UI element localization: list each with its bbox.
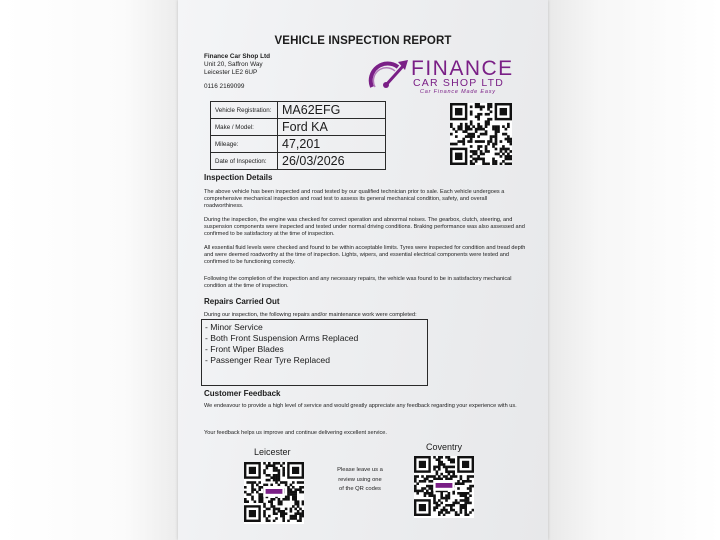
inspection-paragraph: Following the completion of the inspection and any necessary repairs, the vehicle was found to be in satisfactory mechanical condition at the time of inspection. bbox=[204, 276, 512, 289]
company-address-block bbox=[204, 53, 270, 77]
review-instruction-line: of the QR codes bbox=[339, 486, 381, 492]
qr-pattern bbox=[414, 456, 474, 516]
inspection-paragraph: All essential fluid levels were checked and found to be within acceptable limits. Tyres were inspected for condition and tread depth and were deemed roadworthy at the time of inspection. Lights, wipers, and essential electrical components were tested and confirmed to be functioning correctly. bbox=[204, 245, 526, 265]
report-title: VEHICLE INSPECTION REPORT bbox=[274, 35, 452, 47]
inspection-paragraph: The above vehicle has been inspected and road tested by our qualified technician prior to sale. Each vehicle undergoes a comprehensive mechanical inspection and road test to assess its general mechanical condition, safety, and overall roadworthiness. bbox=[204, 189, 505, 209]
vehicle-details-table bbox=[210, 101, 386, 170]
company-phone: 0116 2169099 bbox=[204, 83, 245, 90]
inspection-details-heading: Inspection Details bbox=[204, 173, 273, 182]
list-item: - Minor Service bbox=[205, 322, 263, 332]
list-item: - Front Wiper Blades bbox=[205, 344, 284, 354]
repairs-list-box bbox=[201, 319, 428, 386]
table-row bbox=[211, 102, 386, 119]
vehicle-registration-value: MA62EFG bbox=[278, 102, 386, 119]
leicester-label: Leicester bbox=[254, 447, 291, 457]
mileage-value: 47,201 bbox=[278, 136, 386, 153]
table-row bbox=[211, 136, 386, 153]
speedometer-icon bbox=[368, 57, 412, 93]
leicester-qr-code-icon[interactable] bbox=[244, 462, 304, 524]
company-logo bbox=[368, 55, 528, 99]
qr-pattern bbox=[450, 103, 512, 165]
logo-text-car-shop: CAR SHOP LTD bbox=[413, 77, 505, 89]
company-name: Finance Car Shop Ltd bbox=[204, 53, 271, 60]
vehicle-registration-label: Vehicle Registration: bbox=[211, 102, 278, 119]
customer-feedback-heading: Customer Feedback bbox=[204, 389, 281, 398]
company-address-line1: Unit 20, Saffron Way bbox=[204, 61, 263, 68]
review-instruction bbox=[330, 466, 390, 495]
mileage-label: Mileage: bbox=[211, 136, 278, 153]
feedback-paragraph: Your feedback helps us improve and continue delivering excellent service. bbox=[204, 430, 387, 436]
company-address-line2: Leicester LE2 6UP bbox=[204, 69, 258, 76]
background-left bbox=[0, 0, 178, 540]
logo-tagline: Car Finance Made Easy bbox=[420, 89, 496, 95]
inspection-report-sheet bbox=[178, 0, 548, 540]
background-right bbox=[548, 0, 720, 540]
review-instruction-line: Please leave us a bbox=[337, 467, 383, 473]
list-item: - Passenger Rear Tyre Replaced bbox=[205, 355, 330, 365]
coventry-qr-code-icon[interactable] bbox=[414, 456, 474, 518]
review-instruction-line: review using one bbox=[338, 476, 382, 483]
coventry-label: Coventry bbox=[426, 442, 463, 452]
inspection-paragraph: During the inspection, the engine was checked for correct operation and abnormal noises. The gearbox, clutch, steering, and suspension components were inspected and tested under normal driving conditions. Braking performance was also assessed and confirmed to be satisfactory at the time of inspection. bbox=[204, 217, 525, 237]
table-row bbox=[211, 153, 386, 170]
inspection-date-label: Date of Inspection: bbox=[211, 153, 278, 170]
inspection-date-value: 26/03/2026 bbox=[278, 153, 386, 170]
qr-pattern bbox=[244, 462, 304, 522]
feedback-paragraph: We endeavour to provide a high level of service and would greatly appreciate any feedback regarding your experience with us. bbox=[204, 403, 517, 409]
table-row bbox=[211, 119, 386, 136]
make-model-label: Make / Model: bbox=[211, 119, 278, 136]
repairs-intro: During our inspection, the following repairs and/or maintenance work were completed: bbox=[204, 312, 417, 318]
qr-code-icon[interactable] bbox=[450, 103, 512, 165]
logo-text-finance: FINANCE bbox=[411, 57, 514, 80]
list-item: - Both Front Suspension Arms Replaced bbox=[205, 333, 359, 343]
repairs-heading: Repairs Carried Out bbox=[204, 297, 280, 306]
make-model-value: Ford KA bbox=[278, 119, 386, 136]
